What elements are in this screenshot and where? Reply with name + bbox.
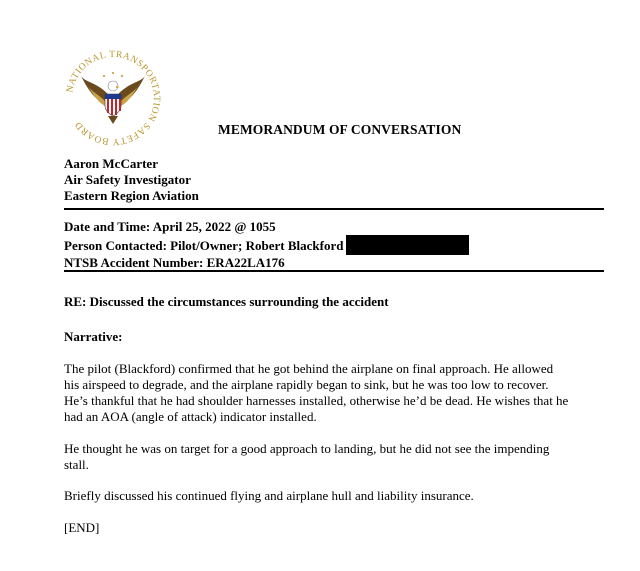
narrative-line: The pilot (Blackford) confirmed that he got behind the airplane on final approach. He allowed: [64, 361, 554, 376]
narrative-paragraph-2: [64, 441, 609, 473]
narrative-line: stall.: [64, 457, 89, 472]
meta-block: [64, 219, 469, 271]
re-line: RE: Discussed the circumstances surrounding the accident: [64, 294, 389, 309]
memo-title: MEMORANDUM OF CONVERSATION: [218, 122, 462, 137]
accident-number: NTSB Accident Number: ERA22LA176: [64, 255, 285, 270]
person-contacted: Person Contacted: Pilot/Owner; Robert Blackford: [64, 238, 344, 253]
narrative-line: He thought he was on target for a good approach to landing, but he did not see the impending: [64, 441, 550, 456]
svg-text:NATIONAL TRANSPORTATION SAFET: NATIONAL TRANSPORTATION SAFETY BOARD: [65, 49, 162, 147]
header-divider-bottom: [64, 270, 604, 272]
person-contacted-row: [64, 235, 469, 255]
date-time: Date and Time: April 25, 2022 @ 1055: [64, 219, 276, 234]
author-name: Aaron McCarter: [64, 156, 158, 171]
redaction-bar: [346, 235, 469, 255]
author-role: Air Safety Investigator: [64, 172, 191, 187]
narrative-line: He’s thankful that he had shoulder harnesses installed, otherwise he’d be dead. He wishes that he: [64, 393, 569, 408]
ntsb-seal-logo: [58, 40, 168, 150]
end-marker: [END]: [64, 520, 100, 535]
author-region: Eastern Region Aviation: [64, 188, 199, 203]
narrative-line: his airspeed to degrade, and the airplane rapidly began to sink, but he was too low to recover.: [64, 377, 549, 392]
narrative-line: had an AOA (angle of attack) indicator installed.: [64, 409, 317, 424]
narrative-label: Narrative:: [64, 329, 123, 344]
narrative-paragraph-3: Briefly discussed his continued flying and airplane hull and liability insurance.: [64, 488, 474, 503]
author-block: [64, 156, 199, 204]
header-divider-top: [64, 208, 604, 210]
narrative-paragraph-1: [64, 361, 609, 425]
